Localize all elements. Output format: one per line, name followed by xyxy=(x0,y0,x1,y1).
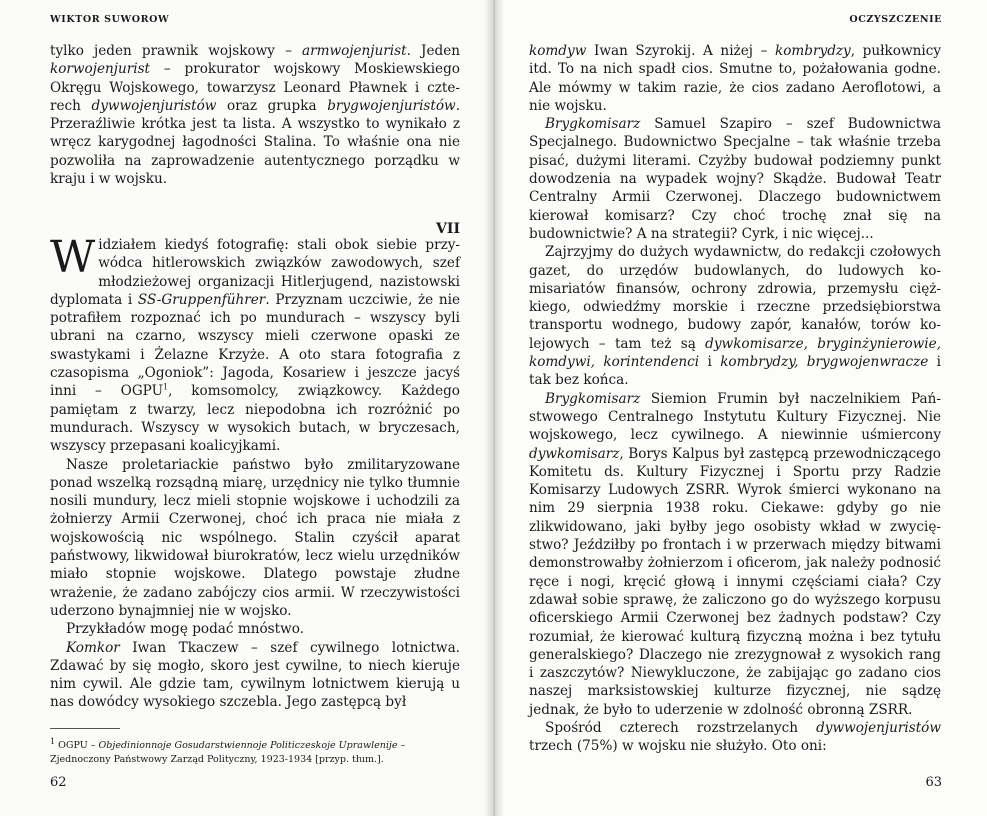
drop-cap: W xyxy=(50,232,96,283)
paragraph xyxy=(50,639,460,712)
text: oraz grupka xyxy=(216,97,328,114)
book-gutter xyxy=(484,0,504,816)
footnote-number: 1 xyxy=(50,736,56,746)
paragraph xyxy=(50,42,460,188)
paragraph xyxy=(529,719,941,756)
text: i tak bez końca. xyxy=(529,354,941,389)
paragraph xyxy=(529,115,941,243)
text: Iwan Tkaczew – szef cywilnego lotnictwa. Zdawać by się mogło, skoro jest cywilne, to niech kieruje nim cywil. Ale gdzie tam, cywilnym lotnictwem kierują u nas dowódcy wysokiego szczebla. Jego zastępcą był xyxy=(50,639,460,711)
text: Siemion Frumin był naczelnikiem Państwowego Centralnego Instytutu Kultury Fizycznej. Nie wojskowego, lecz cywilnego. A niewinnie uśmiercony xyxy=(529,390,941,444)
italic-term: dywkomisarz xyxy=(529,445,620,462)
text: idziałem kiedyś fotografię: stali obok siebie przywódca hitlerowskich związków zawodowych, szef młodzieżowej organizacji Hitlerjugend, nazistowski dyplomata i xyxy=(50,237,460,308)
paragraph: Nasze proletariackie państwo było zmilitaryzowane ponad wszelką rozsądną miarę, urzędnicy nie tylko tłumnie nosili mundury, lecz mieli stopnie wojskowe i uchodzili za żołnierzy Armii Czerwonej, choć ich praca nie miała z wojskowością nic wspólnego. Stalin czyścił aparat państwowy, likwidował biurokratów, lecz wielu urzędników miało stopnie wojskowe. Dlatego powstaje złudne wrażenie, że zadano zabójczy cios armii. W rzeczywistości uderzono bynajmniej nie w wojsko. xyxy=(50,456,460,619)
page-number-right: 63 xyxy=(925,775,942,790)
text: , komsomolcy, związkowcy. Każdego pamiętam z twarzy, lecz niepodobna ich rozróżnić po mundurach. Wszyscy w wysokich butach, w bryczesach, wszyscy przepasani koalicyjkami. xyxy=(50,383,460,455)
text: OGPU – xyxy=(55,740,99,751)
right-body xyxy=(529,42,941,756)
italic-term: dywwojenjuristów xyxy=(91,97,217,114)
intro-paragraph xyxy=(50,42,460,188)
text: . Przyznam uczciwie, że nie potrafiłem rozpoznać ich po mundurach – wszyscy byli ubrani na czarno, wszyscy mieli czerwone opaski ze swastykami i Żelazne Krzyże. A oto stara fotografia z czasopisma „Ogoniok”: Jagoda, Kosariew i jeszcze jacyś inni – OGPU xyxy=(50,291,460,400)
text: trzech (75%) w wojsku nie służyło. Oto oni: xyxy=(529,738,827,755)
running-header-right: OCZYSZCZENIE xyxy=(849,14,942,25)
left-page xyxy=(0,0,493,816)
text: i xyxy=(699,354,721,371)
italic-term: kombrydzy, brygwojenwracze xyxy=(720,354,929,371)
chapter-number: VII xyxy=(436,221,460,237)
footnote xyxy=(50,736,462,767)
chapter-body xyxy=(50,232,460,712)
italic-term: Brygkomisarz xyxy=(545,390,641,407)
italic-term: dywwojenjuristów xyxy=(816,719,941,736)
text: – prokurator wojskowy Moskiewskiego Okręgu Wojskowego, towarzysz Leonard Pławnek i czterech xyxy=(50,61,460,114)
paragraph xyxy=(529,390,941,719)
text: , pułkownicy itd. To na nich spadł cios. Smutne to, pożałowania godne. Ale mówmy w takim razie, że cios zadano Aeroflotowi, a nie wojsku. xyxy=(529,43,942,114)
italic-term: armwojenjurist xyxy=(301,43,407,59)
text: Spośród czterech rozstrzelanych xyxy=(545,719,817,736)
running-header-left: WIKTOR SUWOROW xyxy=(50,14,170,25)
italic-term: korwojenjurist xyxy=(50,61,151,78)
paragraph: Przykładów mogę podać mnóstwo. xyxy=(66,621,305,638)
footnote-ref[interactable]: 1 xyxy=(163,382,169,392)
paragraph xyxy=(529,243,941,389)
italic-term: komdyw xyxy=(529,43,587,59)
text: . Jeden xyxy=(406,43,460,59)
paragraph xyxy=(50,232,460,456)
italic-term: dywkomisarze, bryginżynierowie, komdywi, korintendenci xyxy=(529,335,941,371)
text: Samuel Szapiro – szef Budownictwa Specjalnego. Budownictwo Specjalne – tak właśnie trzeba pisać, dużymi literami. Czyżby budował podziemny punkt dowodzenia na wypadek wojny? Skądże. Budował Teatr Centralny Armii Czerwonej. Dlaczego budownictwem kierował komisarz? Czy choć trochę znał się na budownictwie? A na strategii? Cyrk, i nic więcej... xyxy=(529,116,941,242)
italic-term: brygwojenjuristów xyxy=(327,97,456,114)
italic-term: SS-Gruppenführer xyxy=(137,291,266,308)
page-number-left: 62 xyxy=(50,775,67,790)
right-page xyxy=(493,0,987,816)
italic-term: Objedinionnoje Gosudarstwiennoje Politiczeskoje Uprawlenije xyxy=(98,740,398,751)
italic-term: kombrydzy xyxy=(775,43,851,59)
text: , Borys Kalpus był zastępcą przewodniczącego Komitetu ds. Kultury Fizycznej i Sportu przy Radzie Komisarzy Ludowych ZSRR. Wyrok śmierci wykonano na nim 29 sierpnia 1938 roku. Ciekawe: gdyby go nie zlikwidowano, jaki byłby jego osobisty wkład w zwycięstwo? Jeździłby po frontach i w przerwach między bitwami demonstrowałby żołnierzom i oficerom, jak należy podnosić ręce i nogi, kręcić głową i innymi częściami ciała? Czy zdawał sobie sprawę, że zaliczono go do wyższego korpusu oficerskiego Armii Czerwonej bez żadnych podstaw? Czy rozumiał, że kierować kulturą fizyczną można i bez tytułu generalskiego? Dlaczego nie zrezygnował z wysokich rang i zaszczytów? Niewykluczone, że zabijając go zadano cios naszej marksistowskiej kulturze fizycznej, nie sądzę jednak, że było to uderzenie w zdolność obronną ZSRR. xyxy=(529,445,941,718)
text: tylko jeden prawnik wojskowy – xyxy=(50,43,302,59)
paragraph xyxy=(529,42,941,115)
footnote-divider xyxy=(50,728,120,729)
italic-term: Brygkomisarz xyxy=(545,116,641,133)
text: Iwan Szyrokij. A niżej – xyxy=(586,43,775,59)
text: Zajrzyjmy do dużych wydawnictw, do redakcji czołowych gazet, do urzędów budowlanych, do ludowych komisariatów finansów, ochrony zdrowia, przemysłu ciężkiego, odwiedźmy morskie i rzeczne przedsiębiorstwa transportu wodnego, budowy zapór, kanałów, torów kolejowych – tam też są xyxy=(529,244,941,352)
text: – Zjednoczony Państwowy Zarząd Polityczny, 1923-1934 [przyp. tłum.]. xyxy=(50,740,406,765)
text: . Przeraźliwie krótka jest ta lista. A wszystko to wynikało z wręcz karygodnej łagodności Stalina. To właśnie ona nie pozwoliła na zaprowadzenie autentycznego porządku w kraju i w wojsku. xyxy=(50,97,461,188)
italic-term: Komkor xyxy=(66,639,120,656)
